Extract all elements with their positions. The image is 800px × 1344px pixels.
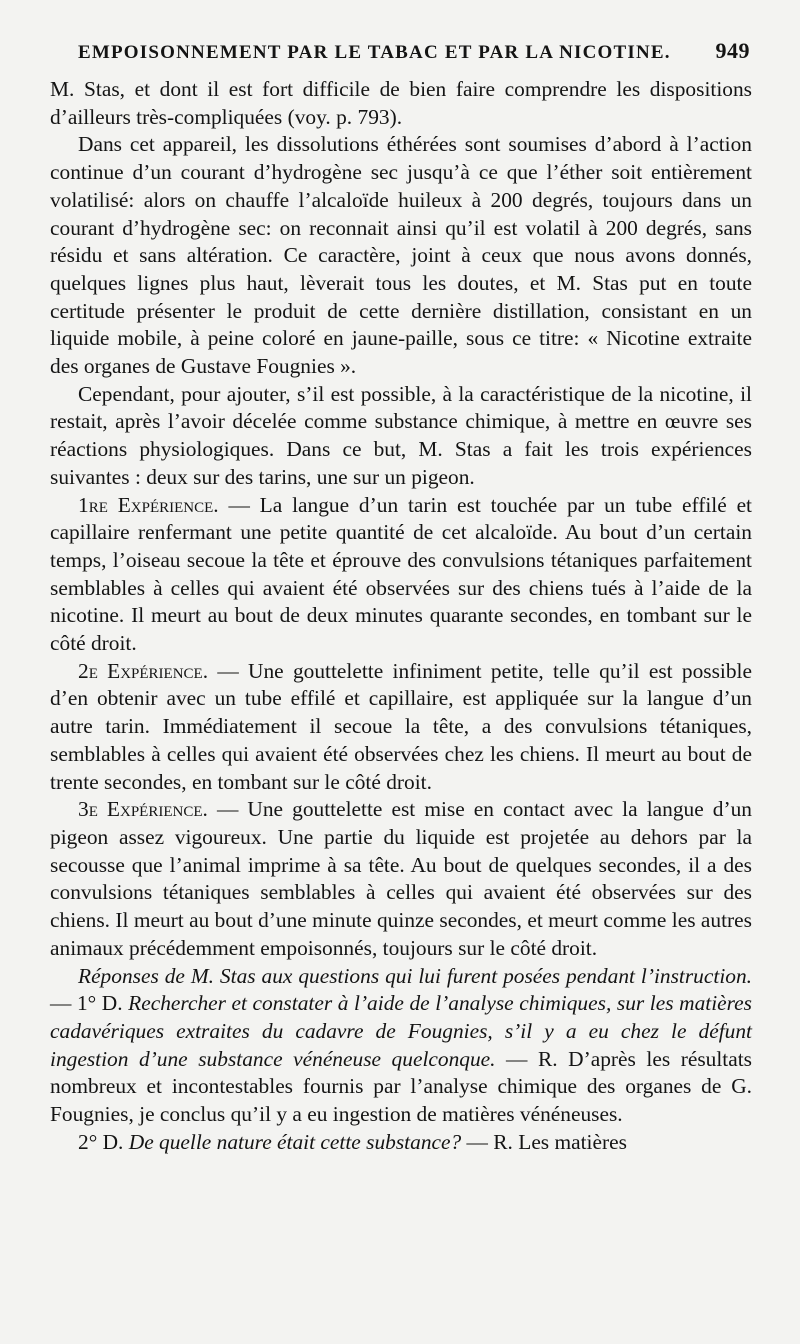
question-1-text: Rechercher et constater à l’aide de l’analyse chimiques, sur les matières cadavériques extraites du cadavre de Fougnies, s’il y a eu chez le défunt ingestion d’une substance vénéneuse quelconque. [50,991,752,1071]
page-number: 949 [715,38,750,63]
paragraph-question-2 [50,1129,752,1157]
experience-2-label: 2e Expérience. [78,658,209,683]
answer-1-text: — R. D’après les résultats nombreux et incontestables fournis par l’analyse chimique des organes de G. Fougnies, je conclus qu’il y a eu ingestion de matières vénéneuses. [50,1046,752,1127]
running-header [50,38,752,64]
paragraph-physiological: Cependant, pour ajouter, s’il est possible, à la caractéristique de la nicotine, il restait, après l’avoir décelée comme substance chimique, à mettre en œuvre ses réactions physiologiques. Dans ce but, M. Stas a fait les trois expériences suivantes : deux sur des tarins, une sur un pigeon. [50,381,752,489]
running-title: EMPOISONNEMENT PAR LE TABAC ET PAR LA NICOTINE. [78,42,671,63]
question-2-number: 2° D. [78,1129,129,1154]
experience-1-text: — La langue d’un tarin est touchée par un tube effilé et capillaire renfermant une petite quantité de cet alcaloïde. Au bout d’un certain temps, l’oiseau secoue la tête et éprouve des convulsions tétaniques parfaitement semblables à celles qui avaient été observées sur des chiens tués à l’aide de la nicotine. Il meurt au bout de deux minutes quarante secondes, en tombant sur le côté droit. [50,492,753,656]
experience-1-label: 1re Expérience. [78,492,219,517]
experience-3-text: — Une gouttelette est mise en contact avec la langue d’un pigeon assez vigoureux. Une partie du liquide est projetée au dehors par la secousse que l’animal imprime à sa tête. Au bout de quelques secondes, il a des convulsions tétaniques semblables à celles qui avaient été observées sur des chiens. Il meurt au bout d’une minute quinze secondes, et meurt comme les autres animaux précédemment empoisonnés, toujours sur le côté droit. [50,797,752,960]
answer-2-text: — R. Les matières [461,1129,627,1154]
question-1-number: — 1° D. [50,991,129,1016]
paragraph-experience-1 [50,492,752,658]
paragraph-experience-3 [50,796,752,962]
paragraph-experience-2 [50,658,752,797]
body-text [50,76,752,1156]
experience-3-label: 3e Expérience. [78,797,208,822]
paragraph-apparatus: Dans cet appareil, les dissolutions éthérées sont soumises d’abord à l’action continue d’un courant d’hydrogène sec jusqu’à ce que l’éther soit entièrement volatilisé: alors on chauffe l’alcaloïde huileux à 200 degrés, toujours dans un courant d’hydrogène sec: on reconnait ainsi qu’il est volatil à 200 degrés, sans résidu et sans altération. Ce caractère, joint à ceux que nous avons donnés, quelques lignes plus haut, lèverait tous les doutes, et M. Stas put en toute certitude présenter le produit de cette dernière distillation, consistant en un liquide mobile, à peine coloré en jaune-paille, sous ce titre: « Nicotine extraite des organes de Gustave Fougnies ». [50,132,752,379]
paragraph-responses [50,963,752,1129]
experience-2-text: — Une gouttelette infiniment petite, telle qu’il est possible d’en obtenir avec un tube effilé et capillaire, est appliquée sur la langue d’un autre tarin. Immédiatement il secoue la tête, a des convulsions tétaniques, semblables à celles qui avaient été observées chez les chiens. Il meurt au bout de trente secondes, en tombant sur le côté droit. [50,658,752,794]
responses-heading: Réponses de M. Stas aux questions qui lui furent posées pendant l’instruction. [78,963,752,988]
paragraph-continuation: M. Stas, et dont il est fort difficile de bien faire comprendre les dispositions d’ailleurs très-compliquées (voy. p. 793). [50,77,752,129]
question-2-text: De quelle nature était cette substance? [128,1129,462,1154]
